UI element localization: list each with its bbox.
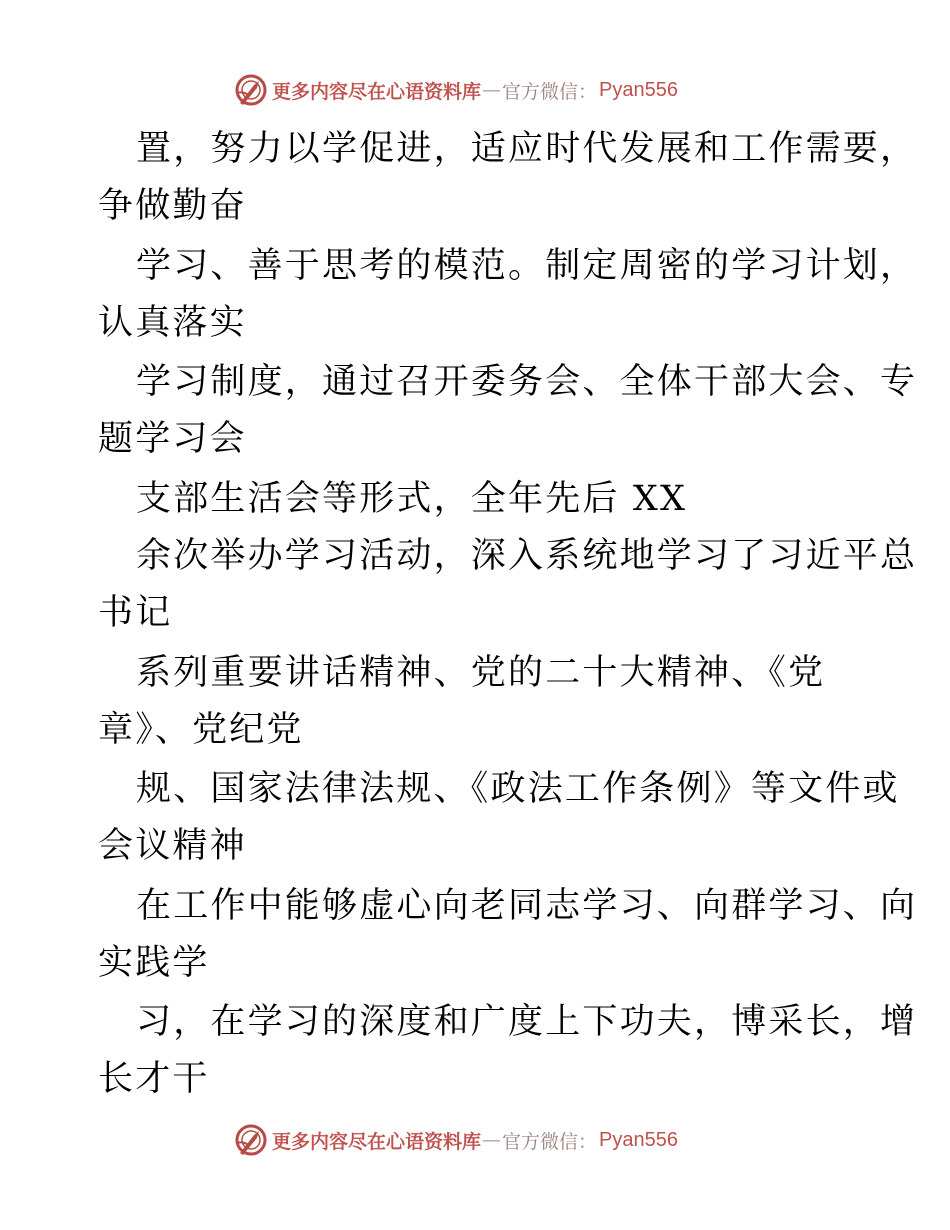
text-line: 争做勤奋 <box>98 186 247 226</box>
text-line: 系列重要讲话精神、党的二十大精神、《党 <box>136 653 826 693</box>
banner-sub-text: 官方微信： <box>502 80 598 103</box>
pen-circle-logo-icon <box>234 73 268 107</box>
banner-dash: — <box>482 79 502 101</box>
text-line: 实践学 <box>98 943 210 983</box>
text-line: 书记 <box>98 593 173 633</box>
footer-banner <box>0 1120 950 1160</box>
text-line: 置，努力以学促进，适应时代发展和工作需要， <box>136 129 918 169</box>
text-line: 会议精神 <box>98 826 247 866</box>
text-line: 长才干 <box>98 1059 210 1099</box>
banner-sub-text: 官方微信： <box>502 1130 598 1153</box>
text-line: 在工作中能够虚心向老同志学习、向群学习、向 <box>136 886 918 926</box>
banner-dash: — <box>482 1129 502 1151</box>
banner-wechat-id: Pyan556 <box>599 78 678 101</box>
text-line: 题学习会 <box>98 419 247 459</box>
banner-main-text: 更多内容尽在心语资料库 <box>272 1130 482 1153</box>
banner-wechat-id: Pyan556 <box>599 1128 678 1151</box>
pen-circle-logo-icon <box>234 1123 268 1157</box>
text-line: 学习制度，通过召开委务会、全体干部大会、专 <box>136 362 918 402</box>
text-line: 章》、党纪党 <box>98 710 304 750</box>
text-line: 余次举办学习活动，深入系统地学习了习近平总 <box>136 536 918 576</box>
text-line: 学习、善于思考的模范。制定周密的学习计划， <box>136 246 918 286</box>
header-banner <box>0 70 950 110</box>
text-line: 习，在学习的深度和广度上下功夫，博采长，增 <box>136 1002 918 1042</box>
banner-main-text: 更多内容尽在心语资料库 <box>272 80 482 103</box>
text-line: 支部生活会等形式，全年先后 XX <box>136 479 688 519</box>
text-line: 规、国家法律法规、《政法工作条例》等文件或 <box>136 769 900 809</box>
text-line: 认真落实 <box>98 303 247 343</box>
